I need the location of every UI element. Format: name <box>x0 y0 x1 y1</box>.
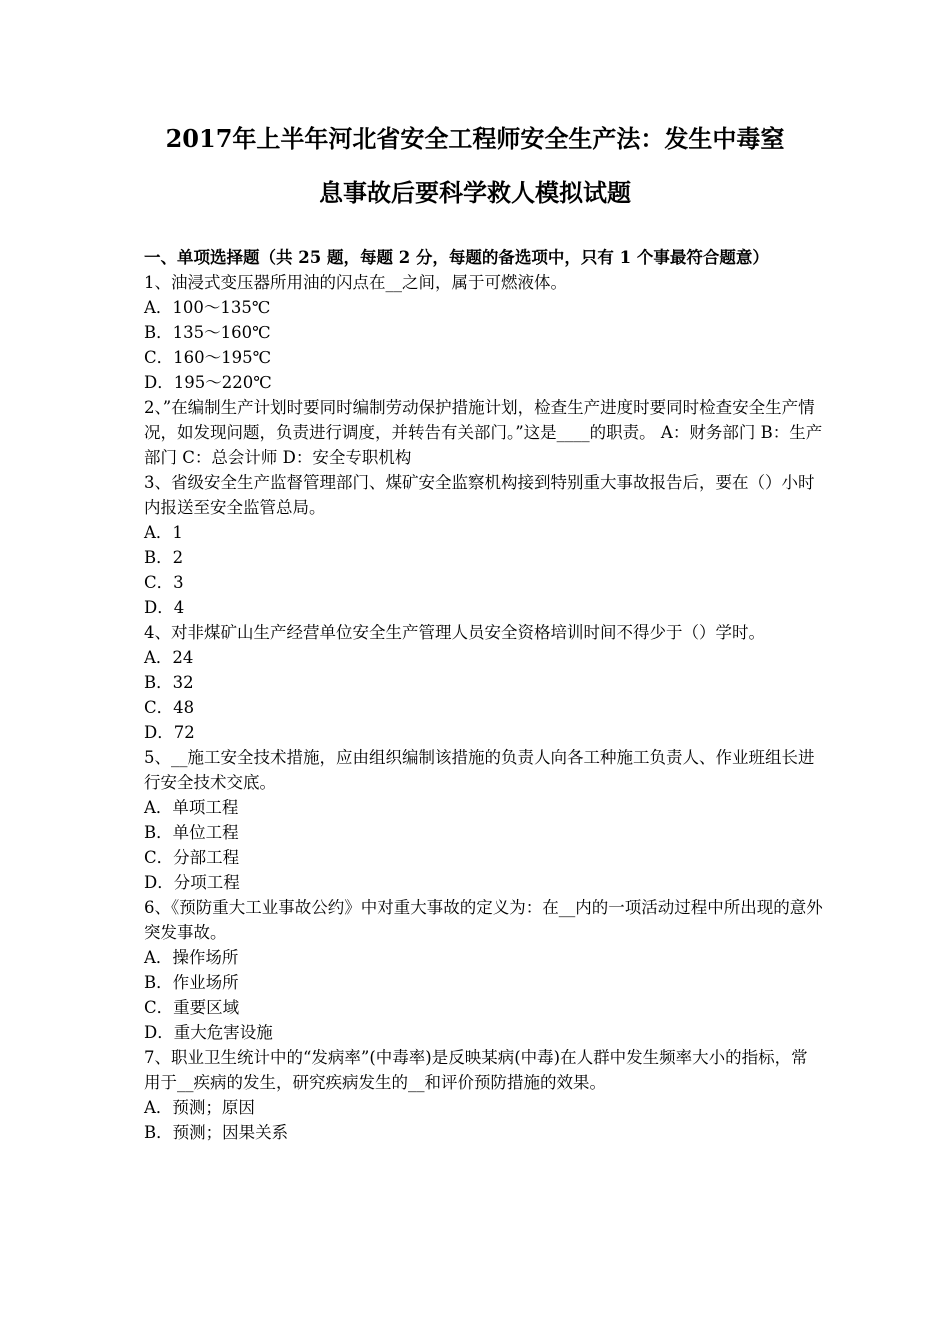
option-c: C．3 <box>144 573 184 592</box>
question-text: 3、省级安全生产监督管理部门、煤矿安全监察机构接到特别重大事故报告后，要在（）小时内报送至安全监管总局。 <box>144 473 815 517</box>
option-a: A．24 <box>144 648 194 667</box>
option-b: B．单位工程 <box>144 823 239 842</box>
option-c: C．分部工程 <box>144 848 240 867</box>
question-5 <box>144 745 824 895</box>
question-6 <box>144 895 824 1045</box>
title-line-2: 息事故后要科学救人模拟试题 <box>319 178 631 207</box>
option-a: A．100～135℃ <box>144 298 271 317</box>
option-b: B．32 <box>144 673 194 692</box>
option-b: B．作业场所 <box>144 973 239 992</box>
question-text: 2、”在编制生产计划时要同时编制劳动保护措施计划，检查生产进度时要同时检查安全生产情况，如发现问题，负责进行调度，并转告有关部门。”这是____的职责。 A：财务部门 B：生产部门 C：总会计师 D：安全专职机构 <box>144 398 823 467</box>
option-a: A．1 <box>144 523 183 542</box>
option-d: D．重大危害设施 <box>144 1023 273 1042</box>
question-text: 4、对非煤矿山生产经营单位安全生产管理人员安全资格培训时间不得少于（）学时。 <box>144 623 765 642</box>
document-title <box>120 112 830 220</box>
option-d: D．195～220℃ <box>144 373 272 392</box>
document-body <box>144 245 824 1145</box>
question-text: 5、__施工安全技术措施，应由组织编制该措施的负责人向各工种施工负责人、作业班组长进行安全技术交底。 <box>144 748 815 792</box>
question-text: 7、职业卫生统计中的“发病率”(中毒率)是反映某病(中毒)在人群中发生频率大小的指标，常用于__疾病的发生，研究疾病发生的__和评价预防措施的效果。 <box>144 1048 808 1092</box>
question-text: 1、油浸式变压器所用油的闪点在__之间，属于可燃液体。 <box>144 273 567 292</box>
section-heading: 一、单项选择题（共 25 题，每题 2 分，每题的备选项中，只有 1 个事最符合题意） <box>144 248 769 267</box>
option-d: D．4 <box>144 598 185 617</box>
question-text: 6、《预防重大工业事故公约》中对重大事故的定义为：在__内的一项活动过程中所出现的意外突发事故。 <box>144 898 823 942</box>
option-a: A．预测；原因 <box>144 1098 255 1117</box>
question-1 <box>144 270 824 395</box>
question-7 <box>144 1045 824 1145</box>
option-d: D．72 <box>144 723 195 742</box>
option-d: D．分项工程 <box>144 873 240 892</box>
option-b: B．135～160℃ <box>144 323 271 342</box>
question-4 <box>144 620 824 745</box>
option-a: A．单项工程 <box>144 798 239 817</box>
question-3 <box>144 470 824 620</box>
option-b: B．预测；因果关系 <box>144 1123 289 1142</box>
option-c: C．48 <box>144 698 195 717</box>
title-line-1: 2017年上半年河北省安全工程师安全生产法：发生中毒窒 <box>165 124 785 153</box>
option-c: C．160～195℃ <box>144 348 272 367</box>
question-2 <box>144 395 824 470</box>
option-b: B．2 <box>144 548 184 567</box>
option-a: A．操作场所 <box>144 948 239 967</box>
option-c: C．重要区域 <box>144 998 240 1017</box>
